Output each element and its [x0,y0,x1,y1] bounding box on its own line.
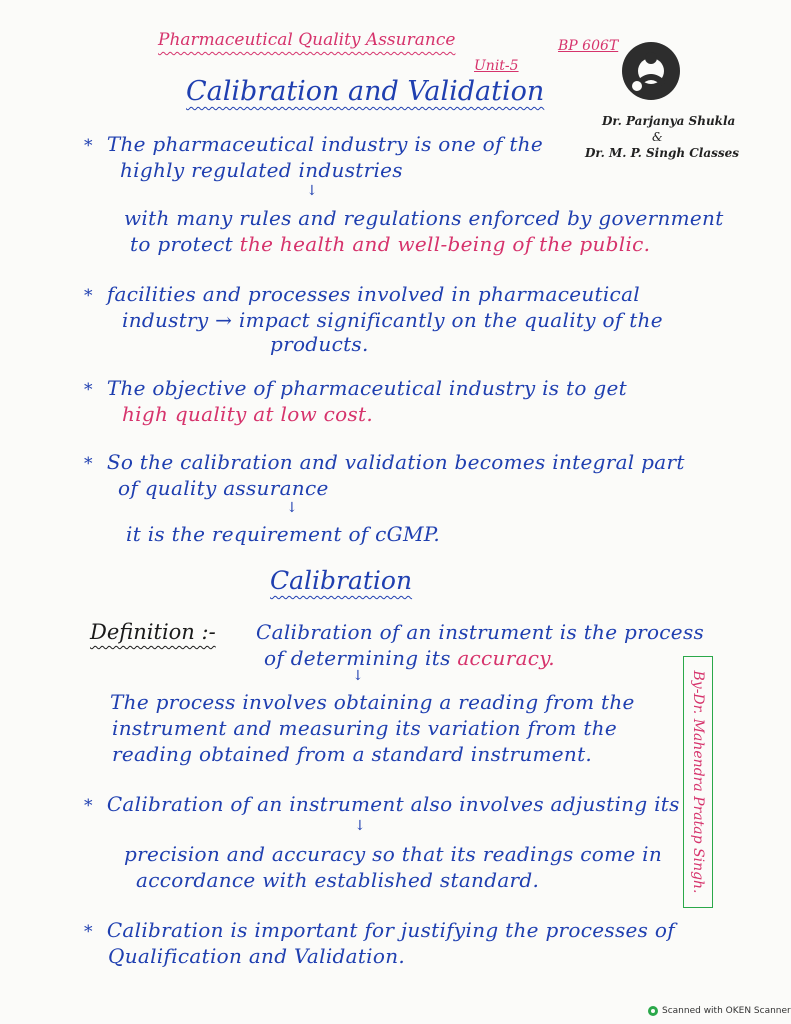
note-line [84,376,627,400]
credit-line-2: Dr. M. P. Singh Classes [585,146,740,160]
note-line [84,450,685,474]
page-title: Calibration and Validation [186,76,545,107]
note-text: The process involves obtaining a reading from the [110,690,635,714]
note-text: Calibration is important for justifying the processes of [106,918,675,942]
note-line [84,792,680,816]
down-arrow-icon: ↓ [286,500,298,516]
note-text: industry → impact significantly on the quality of the [122,308,663,332]
bullet-star: * [84,380,93,400]
note-text: of determining its [264,646,458,670]
note-text: The pharmaceutical industry is one of the [106,132,543,156]
course-code: BP 606T [558,38,619,54]
note-text: it is the requirement of cGMP. [126,522,441,546]
highlighted-text: accuracy. [457,646,555,670]
note-text: Qualification and Validation. [108,944,406,968]
note-text: products. [270,332,369,356]
scanner-text: Scanned with OKEN Scanner [662,1006,791,1016]
note-text: with many rules and regulations enforced by government [124,206,724,230]
note-line [264,646,555,670]
author-side-note-text: By-Dr. Mahendra Pratap Singh. [690,670,706,894]
author-side-note [683,656,713,908]
note-text: The objective of pharmaceutical industry is to get [106,376,627,400]
unit-label: Unit-5 [474,58,519,74]
bullet-star: * [84,136,93,156]
definition-label: Definition :- [90,620,216,644]
section-heading: Calibration [270,566,413,595]
credit-ampersand: & [652,130,663,144]
note-text: So the calibration and validation becomes integral part [106,450,685,474]
note-line [84,918,675,942]
bullet-star: * [84,286,93,306]
scanner-logo-icon [648,1006,658,1016]
down-arrow-icon: ↓ [352,668,364,684]
bullet-star: * [84,796,93,816]
note-text: Calibration of an instrument is the process [256,620,705,644]
classes-logo-icon [620,40,682,102]
note-line [130,232,650,256]
bullet-star: * [84,454,93,474]
note-text: instrument and measuring its variation from the [112,716,617,740]
scanner-watermark [648,1006,791,1016]
note-line [84,282,640,306]
note-text: of quality assurance [118,476,329,500]
highlighted-text: high quality at low cost. [122,402,374,426]
highlighted-text: the health and well-being of the public. [239,232,651,256]
down-arrow-icon: ↓ [354,818,366,834]
note-text: precision and accuracy so that its readings come in [124,842,663,866]
note-text: highly regulated industries [120,158,403,182]
down-arrow-icon: ↓ [306,183,318,199]
credit-line-1: Dr. Parjanya Shukla [602,114,736,128]
note-text: reading obtained from a standard instrument. [112,742,593,766]
subject-heading: Pharmaceutical Quality Assurance [158,30,456,50]
note-text: to protect [130,232,240,256]
note-text: Calibration of an instrument also involves adjusting its [106,792,680,816]
note-line [84,132,543,156]
bullet-star: * [84,922,93,942]
note-text: accordance with established standard. [136,868,540,892]
note-text: facilities and processes involved in pharmaceutical [106,282,640,306]
